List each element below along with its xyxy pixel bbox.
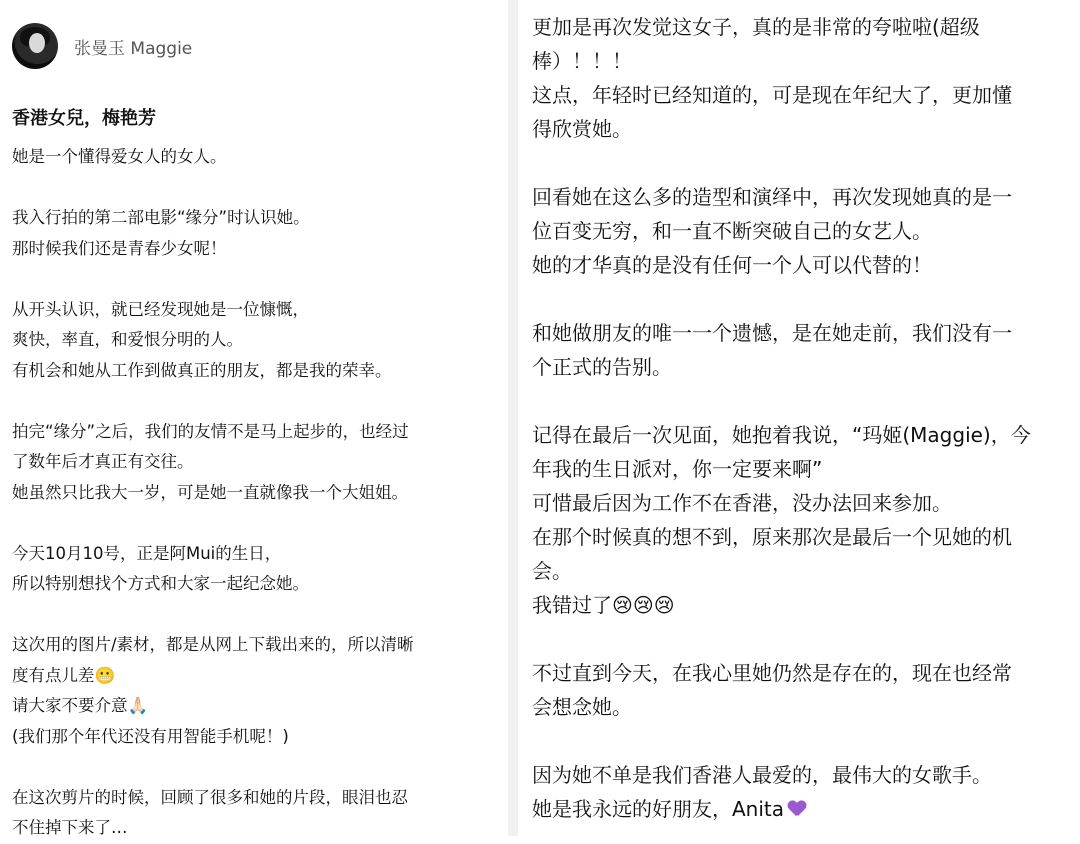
text-line xyxy=(532,350,1072,384)
text-line-content: 她虽然只比我大一岁，可是她一直就像我一个大姐姐。 xyxy=(12,482,408,502)
text-line-content: 这次用的图片/素材，都是从网上下载出来的，所以清晰 xyxy=(12,635,414,654)
text-line-content: 在那个时候真的想不到，原来那次是最后一个见她的机 xyxy=(532,525,1012,549)
text-line-content: (我们那个年代还没有用智能手机呢！) xyxy=(12,726,289,746)
paragraph-gap xyxy=(532,724,1072,758)
left-panel xyxy=(0,0,508,836)
text-line-content: 爽快，率直，和爱恨分明的人。 xyxy=(12,330,243,349)
text-line-content: 我入行拍的第二部电影“缘分”时认识她。 xyxy=(12,208,310,227)
text-line xyxy=(532,554,1072,588)
text-line-content: 在这次剪片的时候，回顾了很多和她的片段，眼泪也忍 xyxy=(12,787,408,807)
text-line-content: 年我的生日派对，你一定要来啊” xyxy=(532,457,823,481)
text-line-content: 拍完“缘分”之后，我们的友情不是马上起步的，也经过 xyxy=(12,421,409,441)
text-line-content: 这点，年轻时已经知道的，可是现在年纪大了，更加懂 xyxy=(532,83,1012,107)
post-title: 香港女兒，梅艳芳 xyxy=(12,108,156,129)
text-line xyxy=(532,792,1072,826)
text-line-content: 她是一个懂得爱女人的女人。 xyxy=(12,147,227,166)
text-line-content: 更加是再次发觉这女子，真的是非常的夸啦啦(超级 xyxy=(532,15,980,39)
paragraph-gap xyxy=(12,173,498,204)
text-line-content: 得欣赏她。 xyxy=(532,117,632,141)
text-line xyxy=(532,78,1072,112)
text-line-content: 那时候我们还是青春少女呢！ xyxy=(12,238,227,258)
paragraph-gap xyxy=(532,622,1072,656)
text-line xyxy=(532,248,1072,282)
text-line-content: 回看她在这么多的造型和演绎中，再次发现她真的是一 xyxy=(532,185,1012,209)
text-line-content: 和她做朋友的唯一一个遗憾，是在她走前，我们没有一 xyxy=(532,321,1012,345)
text-line xyxy=(12,539,498,570)
text-line-content: 不住掉下来了… xyxy=(12,818,128,837)
text-line xyxy=(12,417,498,448)
text-line-content: 会想念她。 xyxy=(532,695,632,719)
post-body-left xyxy=(12,142,498,844)
text-line xyxy=(12,569,498,600)
right-panel xyxy=(518,0,1080,836)
paragraph-gap xyxy=(532,384,1072,418)
text-line xyxy=(12,630,498,661)
paragraph-gap xyxy=(12,386,498,417)
text-line xyxy=(532,316,1072,350)
text-line xyxy=(532,452,1072,486)
text-line xyxy=(12,478,498,509)
paragraph-gap xyxy=(12,508,498,539)
post-body-right xyxy=(532,10,1072,826)
text-line-content: 记得在最后一次见面，她抱着我说，“玛姬(Maggie)，今 xyxy=(532,423,1031,447)
text-line xyxy=(532,10,1072,44)
avatar[interactable] xyxy=(12,23,58,69)
text-line-content: 个正式的告别。 xyxy=(532,355,672,379)
text-line xyxy=(532,418,1072,452)
text-line xyxy=(532,486,1072,520)
text-line xyxy=(532,214,1072,248)
text-line-content: 棒）！！！ xyxy=(532,49,632,73)
text-line-content: 我错过了😢😢😢 xyxy=(532,593,675,617)
avatar-face xyxy=(29,33,45,53)
text-line xyxy=(12,783,498,814)
text-line xyxy=(532,758,1072,792)
paragraph-gap xyxy=(532,146,1072,180)
purple-heart-icon xyxy=(788,801,806,817)
text-line-content: 从开头认识，就已经发现她是一位慷慨， xyxy=(12,299,309,319)
author-name[interactable]: 张曼玉 Maggie xyxy=(74,38,193,59)
text-line xyxy=(12,142,498,173)
panel-divider xyxy=(508,0,518,836)
text-line xyxy=(532,180,1072,214)
text-line xyxy=(532,656,1072,690)
author-header[interactable] xyxy=(12,22,192,70)
paragraph-gap xyxy=(12,752,498,783)
text-line-content: 她的才华真的是没有任何一个人可以代替的！ xyxy=(532,253,932,277)
text-line xyxy=(12,813,498,844)
text-line-content: 今天10月10号，正是阿Mui的生日， xyxy=(12,543,282,563)
text-line xyxy=(532,690,1072,724)
text-line-content: 了数年后才真正有交往。 xyxy=(12,452,194,471)
paragraph-gap xyxy=(532,282,1072,316)
text-line-content: 因为她不单是我们香港人最爱的，最伟大的女歌手。 xyxy=(532,763,992,787)
text-line-content: 所以特别想找个方式和大家一起纪念她。 xyxy=(12,574,309,593)
text-line-content: 请大家不要介意🙏🏻 xyxy=(12,696,149,715)
text-line-content: 她是我永远的好朋友，Anita xyxy=(532,797,785,821)
text-line-content: 有机会和她从工作到做真正的朋友，都是我的荣幸。 xyxy=(12,360,392,380)
text-line xyxy=(532,520,1072,554)
text-line xyxy=(12,722,498,753)
text-line xyxy=(12,295,498,326)
text-line-content: 不过直到今天，在我心里她仍然是存在的，现在也经常 xyxy=(532,661,1012,685)
paragraph-gap xyxy=(12,264,498,295)
text-line xyxy=(12,661,498,692)
text-line xyxy=(532,112,1072,146)
text-line-content: 位百变无穷，和一直不断突破自己的女艺人。 xyxy=(532,219,932,243)
text-line xyxy=(12,356,498,387)
text-line xyxy=(532,44,1072,78)
text-line xyxy=(12,691,498,722)
text-line xyxy=(532,588,1072,622)
paragraph-gap xyxy=(12,600,498,631)
text-line-content: 度有点儿差😬 xyxy=(12,665,116,685)
text-line xyxy=(12,234,498,265)
text-line-content: 可惜最后因为工作不在香港，没办法回来参加。 xyxy=(532,491,952,515)
text-line xyxy=(12,447,498,478)
text-line-content: 会。 xyxy=(532,559,572,583)
text-line xyxy=(12,203,498,234)
text-line xyxy=(12,325,498,356)
